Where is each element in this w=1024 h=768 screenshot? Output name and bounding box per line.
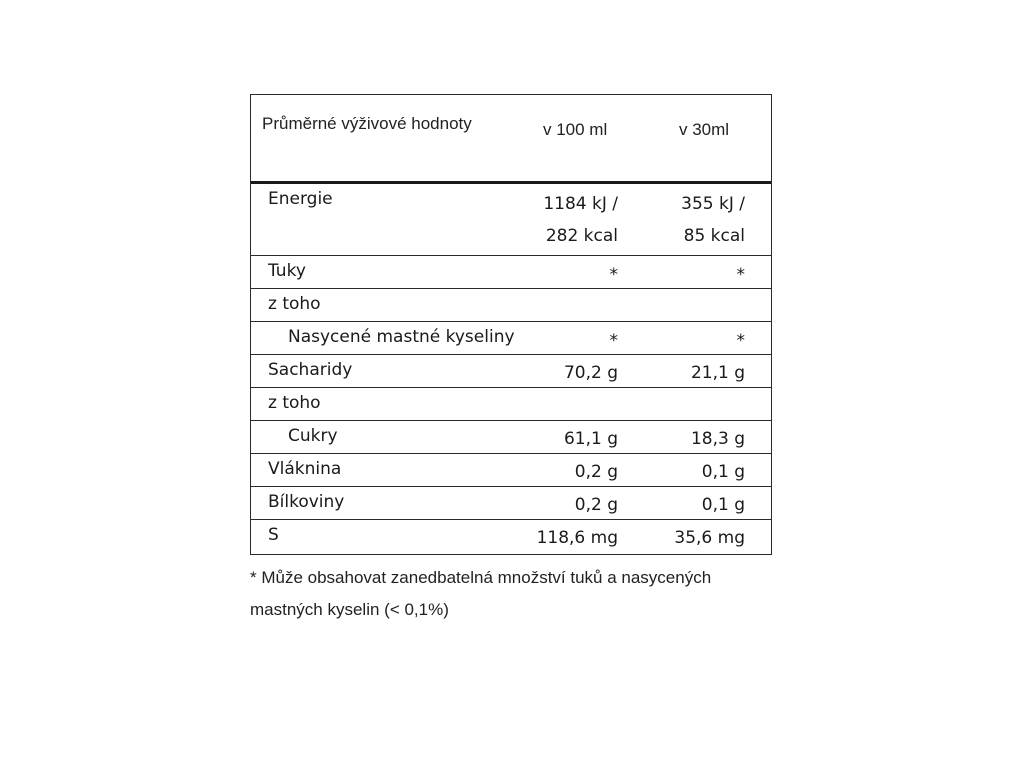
nutrition-table <box>250 94 772 555</box>
row-label: Energie <box>268 189 333 209</box>
row-label: Cukry <box>288 426 338 446</box>
table-row-sacharidy <box>251 355 771 388</box>
row-value-30ml: * <box>736 331 745 351</box>
header-col-30ml: v 30ml <box>679 120 730 139</box>
row-value-30ml-kcal: 85 kcal <box>683 226 745 246</box>
table-row-energie <box>251 184 771 256</box>
row-value-30ml: 18,3 g <box>690 429 745 449</box>
row-value-100ml: 70,2 g <box>563 363 618 383</box>
table-row-s <box>251 520 771 554</box>
row-label: z toho <box>268 294 321 314</box>
table-row-vlaknina <box>251 454 771 487</box>
table-header <box>251 95 771 184</box>
row-value-100ml: 61,1 g <box>563 429 618 449</box>
footnote: * Může obsahovat zanedbatelná množství tuků a nasycených mastných kyselin (< 0,1%) <box>250 568 712 619</box>
row-value-100ml-kj: 1184 kJ / <box>543 194 618 214</box>
row-label: z toho <box>268 393 321 413</box>
row-label: Nasycené mastné kyseliny <box>288 327 515 347</box>
row-label: S <box>268 525 279 545</box>
row-label: Bílkoviny <box>268 492 345 512</box>
table-row-z-toho <box>251 388 771 421</box>
table-row-tuky <box>251 256 771 289</box>
row-label: Vláknina <box>268 459 342 479</box>
row-value-30ml: 0,1 g <box>701 462 745 482</box>
row-label: Tuky <box>268 261 306 281</box>
row-value-30ml: * <box>736 265 745 285</box>
table-row-bilkoviny <box>251 487 771 520</box>
row-value-30ml-kj: 355 kJ / <box>681 194 745 214</box>
row-value-30ml: 0,1 g <box>701 495 745 515</box>
row-value-30ml: 21,1 g <box>690 363 745 383</box>
row-value-100ml: * <box>609 265 618 285</box>
row-value-100ml: 0,2 g <box>574 462 618 482</box>
row-value-100ml-kcal: 282 kcal <box>545 226 618 246</box>
header-col-100ml: v 100 ml <box>543 120 608 139</box>
table-row-nasycene-mastne-kyseliny <box>251 322 771 355</box>
row-value-100ml: * <box>609 331 618 351</box>
header-label: Průměrné výživové hodnoty <box>262 114 472 133</box>
table-row-cukry <box>251 421 771 454</box>
table-row-z-toho <box>251 289 771 322</box>
row-label: Sacharidy <box>268 360 353 380</box>
row-value-30ml: 35,6 mg <box>674 528 745 548</box>
row-value-100ml: 0,2 g <box>574 495 618 515</box>
row-value-100ml: 118,6 mg <box>536 528 618 548</box>
